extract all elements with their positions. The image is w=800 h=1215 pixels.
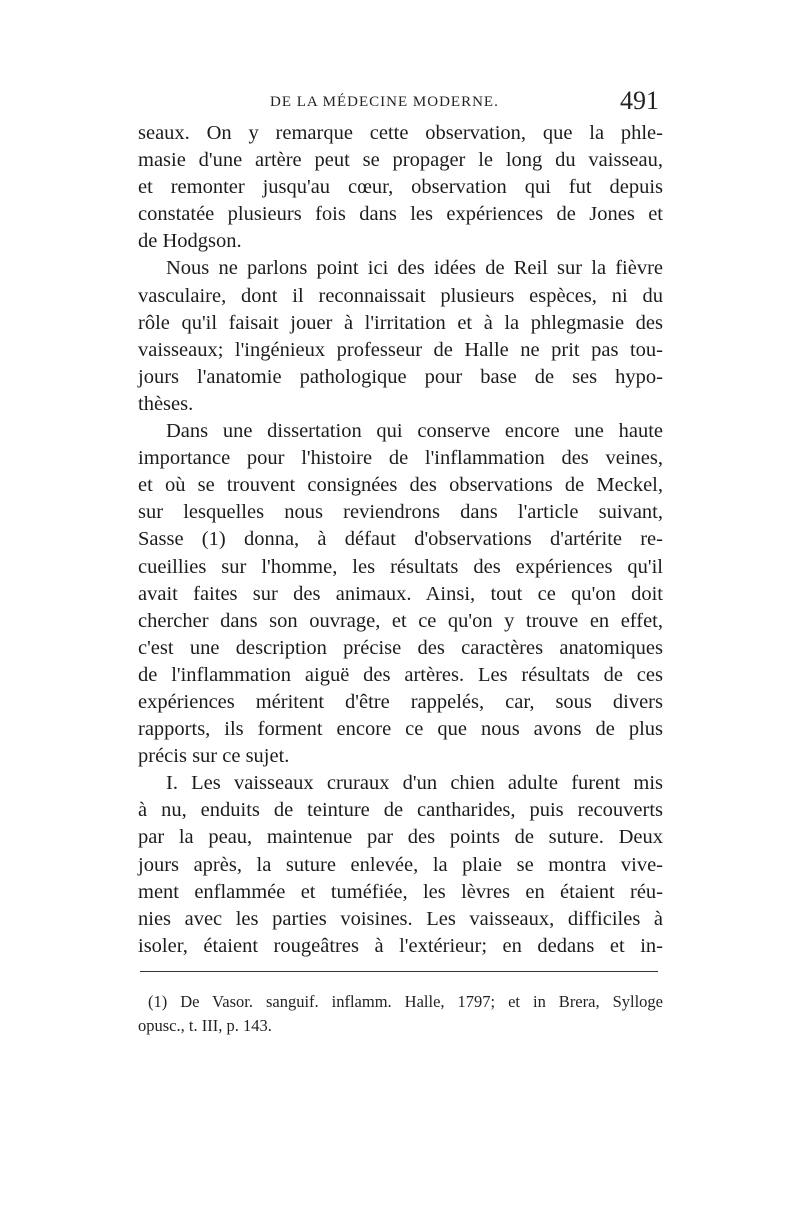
running-head: DE LA MÉDECINE MODERNE. — [270, 94, 499, 110]
text-line: seaux. On y remarque cette observation, que la phle- — [138, 122, 663, 144]
text-line: Dans une dissertation qui conserve encore une haute — [166, 420, 663, 443]
text-line: chercher dans son ouvrage, et ce qu'on y trouve en effet, — [138, 609, 663, 632]
text-line: importance pour l'histoire de l'inflammation des veines, — [138, 447, 663, 470]
text-line: et remonter jusqu'au cœur, observation qui fut depuis — [138, 176, 663, 199]
text-line: c'est une description précise des caractères anatomiques — [138, 636, 663, 659]
text-line: et où se trouvent consignées des observations de Meckel, — [138, 474, 663, 497]
text-line: I. Les vaisseaux cruraux d'un chien adulte furent mis — [166, 772, 663, 795]
text-line: à nu, enduits de teinture de cantharides, puis recouverts — [138, 799, 663, 822]
page-number: 491 — [620, 86, 659, 115]
text-line: jours l'anatomie pathologique pour base de ses hypo- — [138, 365, 663, 388]
text-line: ment enflammée et tuméfiée, les lèvres en étaient réu- — [138, 880, 663, 903]
text-line: isoler, étaient rougeâtres à l'extérieur; en dedans et in- — [138, 934, 663, 957]
text-line: constatée plusieurs fois dans les expériences de Jones et — [138, 203, 663, 226]
footnotes — [138, 990, 663, 1038]
text-line: rôle qu'il faisait jouer à l'irritation et à la phlegmasie des — [138, 311, 663, 334]
text-line: thèses. — [138, 392, 194, 415]
text-line: par la peau, maintenue par des points de suture. Deux — [138, 826, 663, 849]
text-line: Sasse (1) donna, à défaut d'observations d'artérite re- — [138, 528, 663, 551]
text-line: Nous ne parlons point ici des idées de Reil sur la fièvre — [166, 257, 663, 280]
text-line: sur lesquelles nous reviendrons dans l'article suivant, — [138, 501, 663, 524]
text-line: cueillies sur l'homme, les résultats des expériences qu'il — [138, 555, 663, 578]
text-line: vaisseaux; l'ingénieux professeur de Halle ne prit pas tou- — [138, 338, 663, 361]
text-line: précis sur ce sujet. — [138, 745, 290, 768]
text-line: jours après, la suture enlevée, la plaie se montra vive- — [138, 853, 663, 876]
text-line: de l'inflammation aiguë des artères. Les résultats de ces — [138, 663, 663, 686]
text-line: expériences méritent d'être rappelés, car, sous divers — [138, 690, 663, 713]
text-line: avait faites sur des animaux. Ainsi, tout ce qu'on doit — [138, 582, 663, 605]
text-line: de Hodgson. — [138, 230, 242, 253]
footnote-line: (1) De Vasor. sanguif. inflamm. Halle, 1797; et in Brera, Sylloge — [148, 992, 663, 1011]
text-line: vasculaire, dont il reconnaissait plusieurs espèces, ni du — [138, 284, 663, 307]
body-text — [138, 120, 663, 960]
text-line: rapports, ils forment encore ce que nous avons de plus — [138, 718, 663, 741]
text-line: masie d'une artère peut se propager le long du vaisseau, — [138, 149, 663, 172]
footnote-line: opusc., t. III, p. 143. — [138, 1016, 272, 1035]
text-line: nies avec les parties voisines. Les vaisseaux, difficiles à — [138, 907, 663, 930]
footnote-divider — [140, 971, 658, 972]
